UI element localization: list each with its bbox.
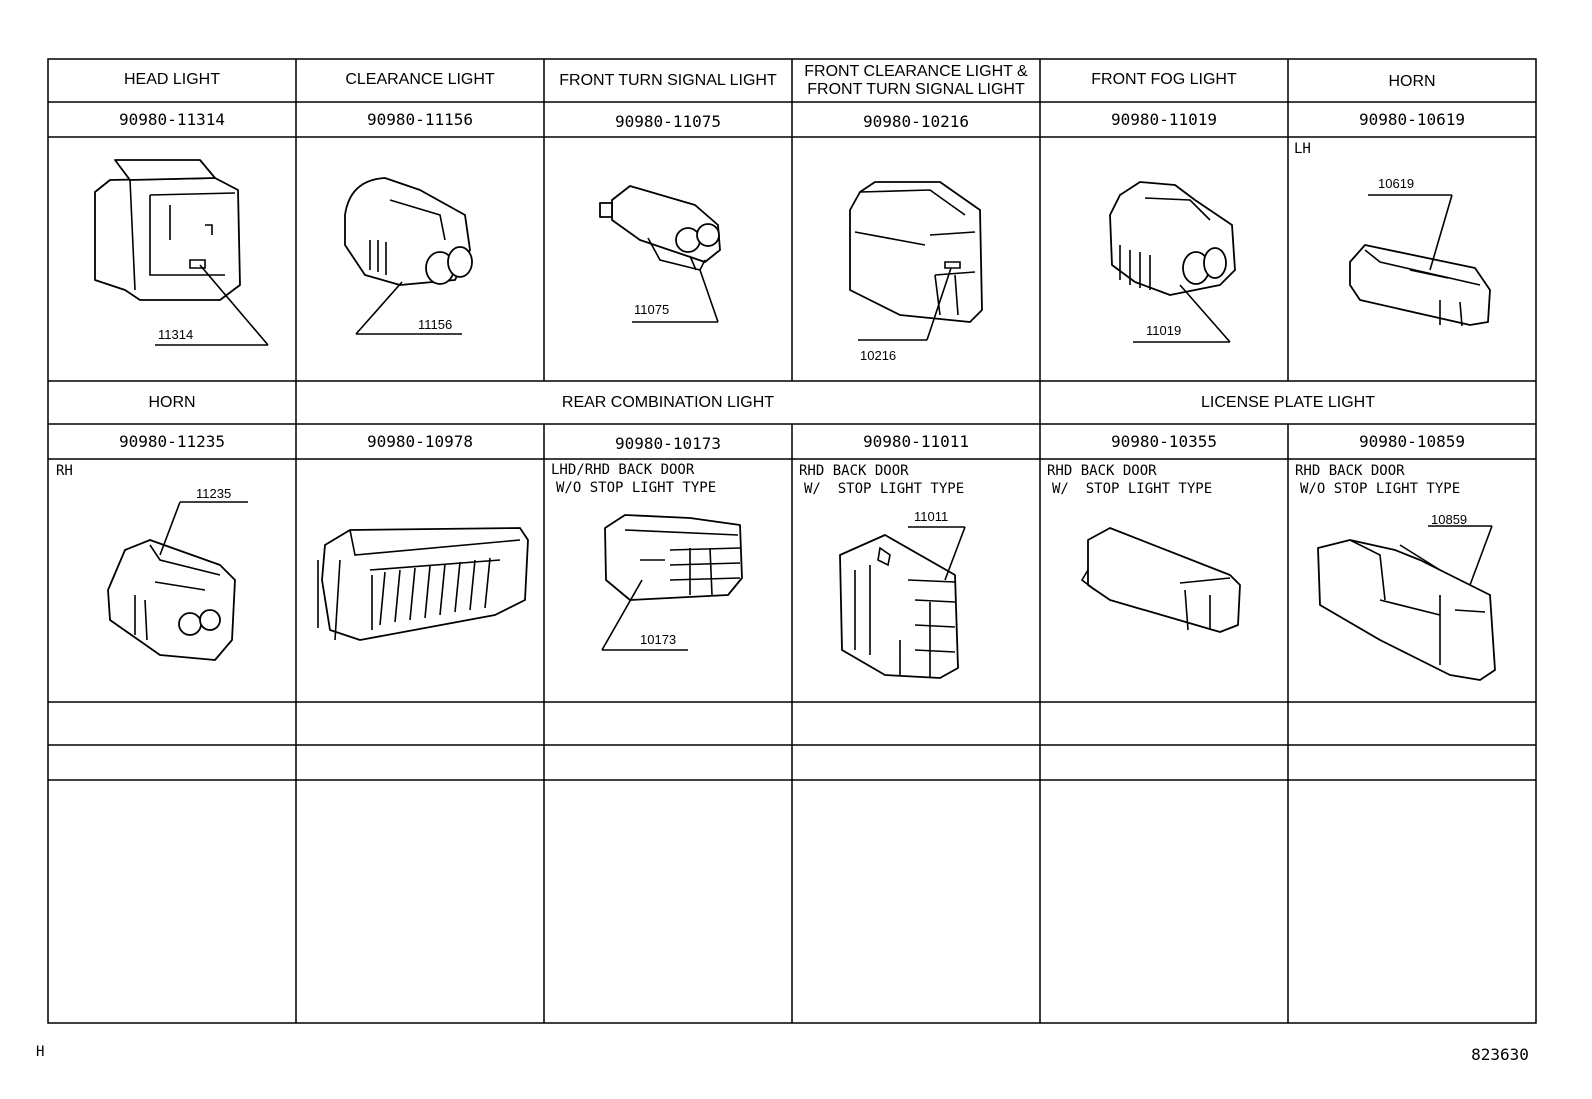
part-number: 90980-11011 <box>863 432 969 451</box>
part-number: 90980-11019 <box>1111 110 1217 129</box>
label-front-fog-light: FRONT FOG LIGHT <box>1091 71 1237 88</box>
callout-11011: 11011 <box>914 509 949 524</box>
label-clearance-light: CLEARANCE LIGHT <box>345 71 495 88</box>
part-number: 90980-11156 <box>367 110 473 129</box>
label-rear-combination-light: REAR COMBINATION LIGHT <box>561 394 775 411</box>
note-11011-line2: W/ STOP LIGHT TYPE <box>804 481 965 497</box>
note-10355-line1: RHD BACK DOOR <box>1047 463 1157 479</box>
callout-11019: 11019 <box>1146 323 1182 338</box>
label-horn-rh: HORN <box>148 394 196 411</box>
label-front-clearance-line1: FRONT CLEARANCE LIGHT & <box>804 63 1028 80</box>
note-10173-line1: LHD/RHD BACK DOOR <box>551 462 695 478</box>
label-license-plate-light: LICENSE PLATE LIGHT <box>1201 394 1375 411</box>
note-10173-line2: W/O STOP LIGHT TYPE <box>556 480 717 496</box>
callout-11075: 11075 <box>634 302 670 317</box>
callout-11156: 11156 <box>418 317 453 332</box>
note-10859-line1: RHD BACK DOOR <box>1295 463 1405 479</box>
part-number: 90980-11314 <box>119 110 225 129</box>
label-front-clearance-line2: FRONT TURN SIGNAL LIGHT <box>807 81 1025 98</box>
callout-11235: 11235 <box>196 486 232 501</box>
note-10355-line2: W/ STOP LIGHT TYPE <box>1052 481 1213 497</box>
part-number: 90980-10619 <box>1359 110 1465 129</box>
note-10859-line2: W/O STOP LIGHT TYPE <box>1300 481 1461 497</box>
footer-right: 823630 <box>1471 1045 1529 1064</box>
part-number: 90980-10355 <box>1111 432 1217 451</box>
note-11011-line1: RHD BACK DOOR <box>799 463 909 479</box>
label-head-light: HEAD LIGHT <box>123 71 220 88</box>
label-horn-lh: HORN <box>1388 73 1436 90</box>
footer-left: H <box>36 1044 45 1060</box>
part-number: 90980-11235 <box>119 432 225 451</box>
part-number: 90980-10859 <box>1359 432 1465 451</box>
part-number: 90980-10978 <box>367 432 473 451</box>
note-lh: LH <box>1294 141 1311 157</box>
note-rh: RH <box>56 463 73 479</box>
callout-10859: 10859 <box>1431 512 1468 527</box>
callout-11314: 11314 <box>158 327 194 342</box>
callout-10619: 10619 <box>1378 176 1415 191</box>
part-number: 90980-10173 <box>615 434 721 453</box>
part-number: 90980-11075 <box>615 112 721 131</box>
callout-10216: 10216 <box>860 348 897 363</box>
label-front-turn-signal-light: FRONT TURN SIGNAL LIGHT <box>559 72 777 89</box>
callout-10173: 10173 <box>640 632 677 647</box>
part-number: 90980-10216 <box>863 112 969 131</box>
